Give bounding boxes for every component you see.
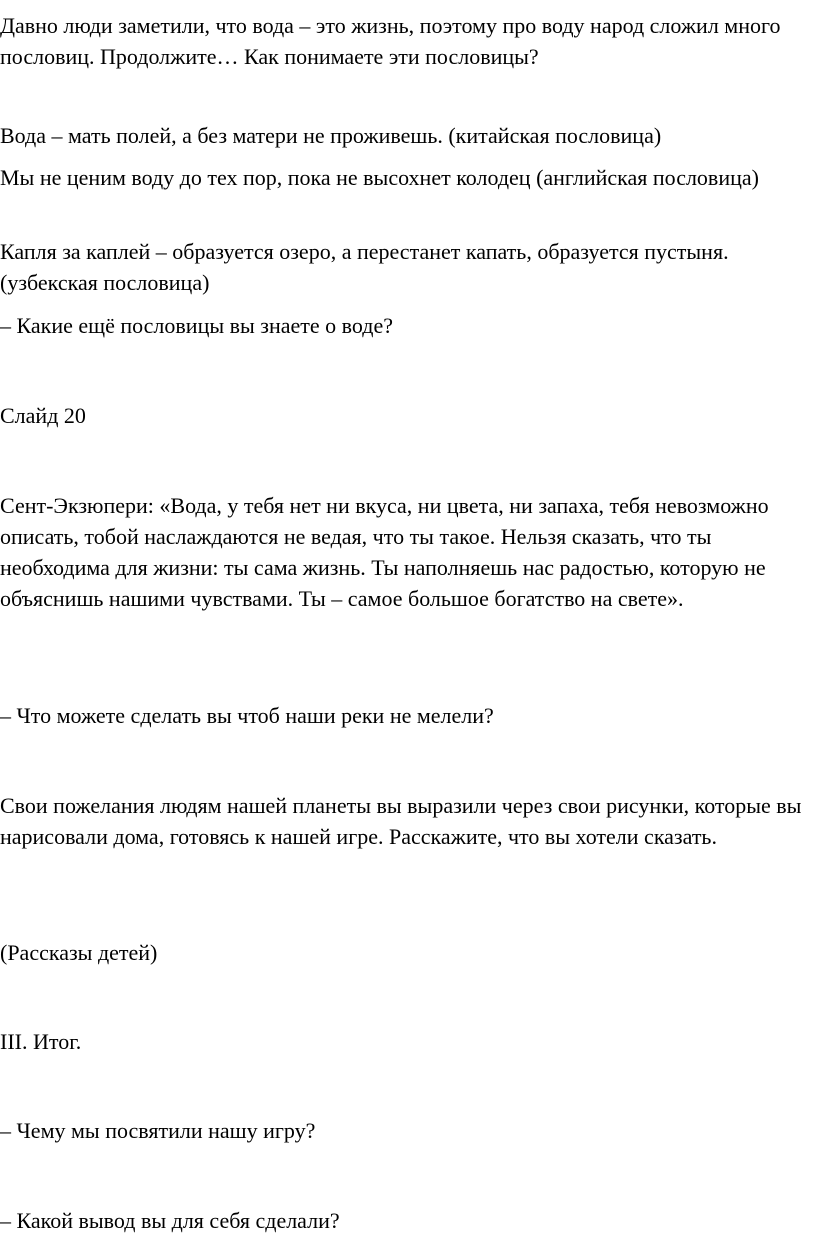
intro-paragraph: Давно люди заметили, что вода – это жизнь, поэтому про воду народ сложил много пословиц. Продолжите… Как понимаете эти пословицы? [0,13,781,69]
question-rivers: – Что можете сделать вы чтоб наши реки не мелели? [0,703,494,728]
exupery-quote: Сент-Экзюпери: «Вода, у тебя нет ни вкуса, ни цвета, ни запаха, тебя невозможно описать, тобой наслаждаются не ведая, что ты такое. Нельзя сказать, что ты необходима для жизни: ты сама жизнь. Ты наполняешь нас радостью, которую не объяснишь нашими чувствами. Ты – самое большое богатство на свете». [0,493,769,611]
proverb-uzbek: Капля за каплей – образуется озеро, а перестанет капать, образуется пустыня. (узбекская пословица) [0,239,729,295]
question-conclusion: – Какой вывод вы для себя сделали? [0,1208,340,1233]
slide-label: Слайд 20 [0,403,86,428]
question-game-topic: – Чему мы посвятили нашу игру? [0,1118,316,1143]
question-proverbs: – Какие ещё пословицы вы знаете о воде? [0,313,393,338]
proverb-chinese: Вода – мать полей, а без матери не проживешь. (китайская пословица) [0,123,662,148]
drawings-paragraph: Свои пожелания людям нашей планеты вы выразили через свои рисунки, которые вы нарисовали дома, готовясь к нашей игре. Расскажите, что вы хотели сказать. [0,793,802,849]
proverb-english: Мы не ценим воду до тех пор, пока не высохнет колодец (английская пословица) [0,165,759,190]
children-stories: (Рассказы детей) [0,940,158,965]
section-summary-heading: III. Итог. [0,1029,82,1054]
